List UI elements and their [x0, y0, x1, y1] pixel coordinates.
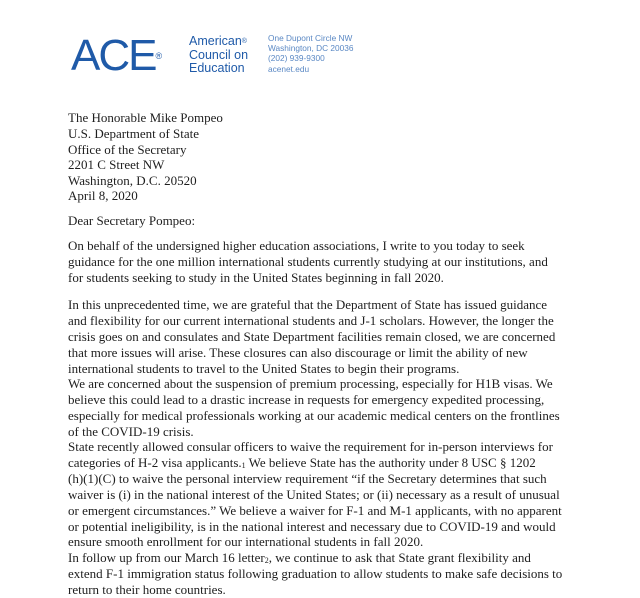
org-registered-mark: ®: [241, 38, 247, 45]
recipient-line: 2201 C Street NW: [68, 157, 165, 173]
ace-logo: [71, 31, 163, 80]
contact-block: [268, 33, 353, 74]
paragraph-line: ensure smooth enrollment for our international students in fall 2020.: [68, 534, 424, 550]
paragraph-line: categories of H-2 visa $applicants._1$ We believe State has the authority under 8 USC § 1202: [68, 454, 536, 470]
paragraph-line: waiver is (i) in the national interest of the United States; or (ii) necessary as a result of unusual: [68, 486, 560, 502]
contact-address-line: One Dupont Circle NW: [268, 33, 353, 43]
paragraph-line: especially for medical professionals working at our academic medical centers on the frontlines: [68, 407, 560, 423]
paragraph-line: that more issues will arise. These closures can also discourage or limit the ability of new: [68, 344, 528, 360]
contact-website: acenet.edu: [268, 63, 310, 74]
paragraph-line: of the COVID-19 crisis.: [68, 423, 194, 439]
paragraph-4: [68, 439, 578, 550]
paragraph-line: (h)(1)(C) to waive the personal interview requirement “if the Secretary determines that such: [68, 470, 547, 486]
paragraph-line: believe this could lead to a drastic increase in requests for emergency expedited processing,: [68, 391, 545, 407]
footnote-ref-1: 1: [241, 460, 246, 470]
org-name-line: American®: [189, 34, 247, 48]
paragraph-line: In this unprecedented time, we are grateful that the Department of State has issued guidance: [68, 297, 548, 312]
paragraph-line: or potential ineligibility, is in the national interest and necessary due to COVID-19 and would: [68, 518, 556, 534]
paragraph-2: [68, 297, 578, 377]
org-name-line: Council on: [189, 47, 249, 62]
contact-city-line: Washington, DC 20036: [268, 43, 354, 54]
recipient-address: [68, 110, 223, 189]
contact-phone: (202) 939-9300: [268, 53, 325, 64]
logo-registered-mark: ®: [155, 51, 163, 61]
paragraph-line: for students seeking to study in the United States beginning in fall 2020.: [68, 269, 444, 285]
paragraph-line: On behalf of the undersigned higher education associations, I write to you today to seek: [68, 238, 525, 253]
paragraph-line: or emergent circumstances.” We believe a waiver for F-1 and M-1 applicants, with no apparent: [68, 502, 562, 518]
org-name: [189, 35, 265, 76]
salutation: Dear Secretary Pompeo:: [68, 213, 196, 228]
paragraph-line: and flexibility for our current international students and J-1 scholars. However, the longer the: [68, 312, 554, 328]
logo-text: ACE: [71, 31, 156, 80]
paragraph-5: [68, 550, 578, 598]
paragraph-line: international students to travel to the United States to begin their programs.: [68, 360, 460, 376]
paragraph-line: We are concerned about the suspension of premium processing, especially for H1B visas. We: [68, 376, 553, 391]
org-name-line: Education: [189, 61, 245, 75]
footnote-ref-2: 2: [264, 556, 269, 565]
paragraph-line: In follow up from our March 16 letter$_2$, we continue to ask that State grant flexibility and: [68, 550, 531, 565]
recipient-line: U.S. Department of State: [68, 125, 200, 141]
recipient-line: Office of the Secretary: [68, 141, 187, 157]
paragraph-line: crisis goes on and consulates and State Department facilities remain closed, we are concerned: [68, 328, 556, 344]
recipient-line: Washington, D.C. 20520: [68, 173, 197, 189]
paragraph-1: [68, 238, 578, 286]
recipient-line: The Honorable Mike Pompeo: [68, 110, 223, 125]
paragraph-line: extend F-1 immigration status following graduation to allow students to make safe decisions to: [68, 565, 563, 581]
paragraph-3: [68, 376, 578, 440]
paragraph-line: State recently allowed consular officers to waive the requirement for in-person interviews for: [68, 439, 553, 454]
letter-date: April 8, 2020: [68, 188, 138, 203]
paragraph-line: return to their home countries.: [68, 581, 226, 597]
paragraph-line: guidance for the one million international students currently studying at our institutions, and: [68, 253, 548, 269]
